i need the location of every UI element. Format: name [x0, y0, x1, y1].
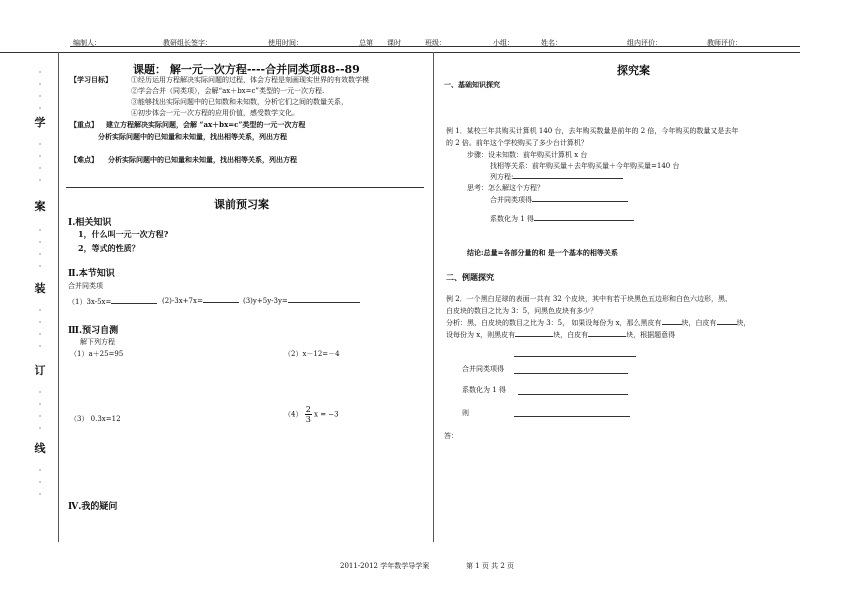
header-group: 小组： [493, 39, 514, 47]
sidebar-dot: · [38, 466, 42, 475]
answer-blank[interactable] [288, 302, 360, 303]
sidebar-dot: · [38, 262, 42, 271]
setup-text: 块，根据题意得 [626, 331, 676, 339]
sidebar-dot: · [38, 490, 42, 499]
sidebar-char-xian: 线 [34, 442, 46, 455]
header-rule [0, 52, 800, 53]
header-total: 总第 [359, 39, 373, 47]
section-self-test: Ⅲ.预习自测 [68, 326, 119, 336]
goal-item: ④初步体会一元一次方程的应用价值，感受数学文化。 [131, 109, 299, 117]
fraction [305, 405, 312, 424]
equation-3: （3） 0.3x=12 [70, 415, 121, 423]
header-use-time: 使用时间： [268, 39, 303, 47]
footer-title: 2011-2012 学年数学导学案 [340, 562, 430, 570]
answer-blank[interactable] [588, 336, 626, 337]
question-1: 1，什么叫一元一次方程? [78, 229, 169, 239]
example-2-line-2: 白皮块的数目之比为 3：5，问黑色皮块有多少？ [446, 307, 598, 315]
footer-page: 第 1 页 共 2 页 [466, 562, 515, 570]
exercise-item [162, 297, 239, 305]
example-2-analysis [446, 318, 751, 328]
key-point: 建立方程解决实际问题，会解 “ax＋bx=c”类型的一元一次方程 [106, 120, 306, 129]
sidebar-dot: · [38, 388, 42, 397]
header-period: 课时 [387, 39, 401, 47]
explore-title: 探究案 [617, 64, 650, 77]
step-unknown: 步骤：设未知数：前年购买计算机 x 台 [467, 151, 588, 159]
header-teacher-eval: 教师评价： [707, 39, 742, 47]
sidebar-dot: · [38, 306, 42, 315]
goal-item: ②学会合并（同类项），会解“ax＋bx=c”类型的一元一次方程. [131, 87, 325, 95]
answer-blank[interactable] [534, 220, 634, 221]
sidebar-dot: · [38, 478, 42, 487]
equation-2: （2）x－12=－4 [284, 350, 340, 358]
header-class: 班级： [425, 39, 446, 47]
fraction-denominator: 3 [305, 415, 311, 424]
fraction-numerator: 2 [305, 405, 311, 414]
goal-item: ①经历运用方程解决实际问题的过程，体会方程是刻画现实世界的有效数学模 [131, 76, 369, 84]
equation-1: （1）a＋25=95 [70, 350, 124, 358]
goal-item: ③能够找出实际问题中的已知数和未知数，分析它们之间的数量关系， [131, 98, 348, 106]
lesson-title: 课题： 解一元一次方程----合并同类项88--89 [133, 63, 360, 76]
solve-instruction: 解下列方程 [80, 338, 115, 346]
sidebar-dot: · [38, 412, 42, 421]
section-my-questions: Ⅳ.我的疑问 [68, 502, 118, 512]
equation-4 [284, 405, 339, 424]
sidebar-dot: · [38, 238, 42, 247]
question-2: 2，等式的性质？ [78, 243, 140, 253]
conclusion: 结论:总量=各部分量的和 是一个基本的相等关系 [467, 248, 618, 257]
answer-blank[interactable] [518, 394, 628, 395]
sidebar-char-xue: 学 [34, 116, 46, 129]
sidebar-dot: · [38, 330, 42, 339]
step-relation: 找相等关系：前年购买量＋去年购买量＋今年购买量=140 台 [490, 162, 680, 170]
exercise-text: (3)y+5y-3y= [243, 297, 288, 305]
sidebar-dot: · [38, 250, 42, 259]
preview-title: 课前预习案 [214, 198, 269, 211]
sidebar-dot: · [38, 226, 42, 235]
step-equation-label: 列方程: [490, 173, 514, 181]
exercise-text: （1）3x-5x= [68, 298, 112, 306]
combine-step-label: 合并同类项得 [490, 196, 532, 204]
combine-like-terms: 合并同类项 [68, 282, 103, 290]
answer-blank[interactable] [532, 201, 628, 202]
sidebar-dot: · [38, 318, 42, 327]
header-name: 姓名： [541, 39, 562, 47]
basic-explore-heading: 一、基础知识探究 [444, 80, 500, 89]
difficulty-text: 分析实际问题中的已知量和未知量，找出相等关系，列出方程 [108, 155, 297, 164]
sidebar-dot: · [38, 164, 42, 173]
analysis-text: 块， [736, 319, 751, 327]
goals-label: 【学习目标】 [70, 75, 112, 84]
sidebar-char-zhuang: 装 [34, 282, 46, 295]
step-equation [490, 172, 623, 182]
sidebar-dot: · [38, 152, 42, 161]
sidebar-dot: · [38, 80, 42, 89]
setup-text: 块，白皮有 [553, 331, 589, 339]
sidebar-dot: · [38, 400, 42, 409]
sidebar-dot: · [38, 68, 42, 77]
answer-blank[interactable] [717, 324, 737, 325]
equation-4-suffix: x = −3 [314, 410, 339, 419]
example-explore-heading: 二、例题探究 [446, 272, 494, 282]
equation-4-prefix: （4） [284, 410, 303, 419]
sidebar-dot: · [38, 92, 42, 101]
equation-blank[interactable] [514, 356, 636, 357]
binding-line [58, 52, 59, 542]
column-divider [433, 52, 434, 542]
section-rule [66, 187, 424, 188]
coefficient-step [490, 214, 634, 224]
answer-label: 答： [444, 432, 458, 440]
sidebar-dot: · [38, 140, 42, 149]
answer-blank[interactable] [514, 416, 630, 417]
sidebar-dot: · [38, 424, 42, 433]
example-2-setup [446, 330, 675, 340]
header-reviewer: 教研组长签字： [163, 39, 212, 47]
sidebar-dot: · [38, 176, 42, 185]
header-group-eval: 组内评价： [627, 39, 662, 47]
analysis-text: 块，白皮有 [681, 319, 717, 327]
example-2-line-1: 例 2．一个黑白足球的表面一共有 32 个皮块，其中有若干块黑色五边形和白色六边形，黑、 [446, 295, 733, 303]
setup-text: 设每份为 x，则黑皮有 [446, 331, 516, 339]
sidebar-char-an: 案 [34, 200, 46, 213]
answer-blank[interactable] [203, 302, 239, 303]
exercise-item [243, 297, 360, 305]
header-underline [70, 46, 800, 47]
key-label: 【重点】 [70, 120, 98, 129]
sidebar-dot: · [38, 342, 42, 351]
sidebar-dot: · [38, 104, 42, 113]
think-question: 思考：怎么解这个方程？ [467, 184, 544, 192]
combine-step [490, 195, 628, 205]
analysis-text: 分析：黑、白皮块的数目之比为 3：5， 如果设每份为 x，那么黑皮有 [446, 319, 662, 327]
difficulty-label: 【难点】 [70, 155, 98, 164]
example-1-line-2: 的 2 倍。前年这个学校购买了多少台计算机？ [446, 139, 588, 147]
header-editor: 编制人： [73, 39, 101, 47]
key-point-2: 分析实际问题中的已知量和未知量，找出相等关系，列出方程 [98, 132, 287, 141]
coefficient-step-2: 系数化为 1 得 [462, 386, 506, 394]
then-label: 则 [462, 409, 469, 417]
combine-step-2: 合并同类项得 [462, 365, 504, 373]
coefficient-step-label: 系数化为 1 得 [490, 215, 534, 223]
exercise-item [68, 297, 157, 307]
sidebar-char-ding: 订 [34, 364, 46, 377]
answer-blank[interactable] [514, 373, 628, 374]
example-1-line-1: 例 1．某校三年共购买计算机 140 台，去年购买数量是前年的 2 倍，今年购买的数量又是去年 [446, 127, 739, 135]
section-related-knowledge: Ⅰ.相关知识 [68, 218, 112, 228]
answer-blank[interactable] [515, 336, 553, 337]
exercise-text: (2)-3x+7x= [162, 297, 203, 305]
answer-blank[interactable] [111, 303, 157, 304]
answer-blank[interactable] [662, 324, 682, 325]
answer-blank[interactable] [513, 178, 623, 179]
section-lesson-knowledge: Ⅱ.本节知识 [68, 269, 115, 279]
